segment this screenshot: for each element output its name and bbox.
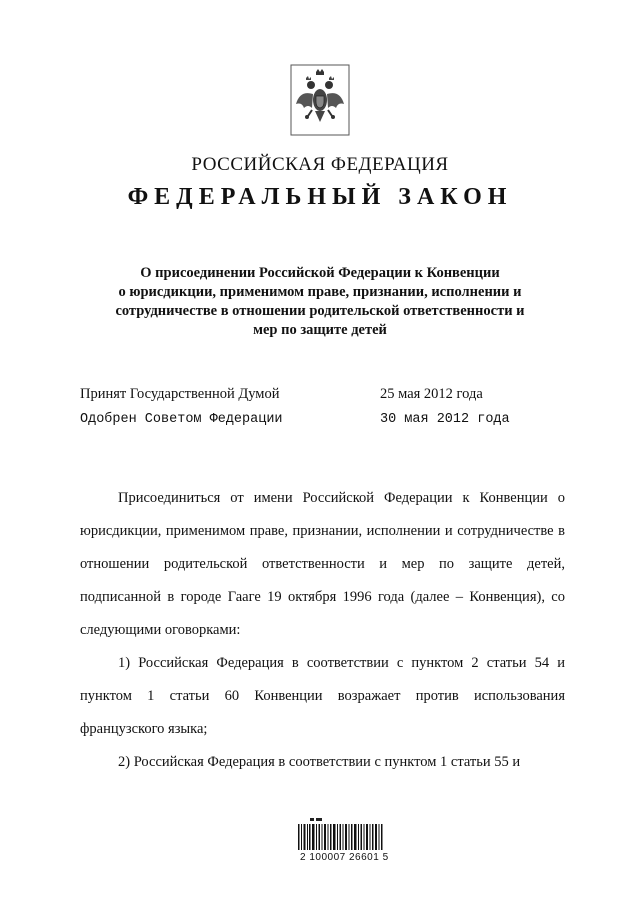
body-paragraph: 1) Российская Федерация в соответствии с пунктом 2 статьи 54 и пунктом 1 статьи 60 Конвенции возражает против использования французского языка;	[80, 655, 565, 737]
law-body	[80, 482, 565, 779]
body-paragraph: 2) Российская Федерация в соответствии с пунктом 1 статьи 55 и	[118, 754, 521, 770]
double-headed-eagle-emblem-icon	[290, 64, 350, 136]
body-paragraph: Присоединиться от имени Российской Федерации к Конвенции о юрисдикции, применимом праве, признании, исполнении и сотрудничестве в отношении родительской ответственности и мер по защите детей, подписанной в городе Гааге 19 октября 1996 года (далее – Конвенция), со следующими оговорками:	[80, 490, 565, 638]
law-title-line: о юрисдикции, применимом праве, признании, исполнении и	[118, 284, 522, 300]
law-title-line: О присоединении Российской Федерации к Конвенции	[140, 265, 500, 281]
law-title-line: сотрудничестве в отношении родительской ответственности и	[115, 303, 525, 319]
law-title	[96, 264, 544, 340]
adoption-label: Принят Государственной Думой	[80, 386, 280, 402]
country-name: РОССИЙСКАЯ ФЕДЕРАЦИЯ	[191, 154, 449, 175]
adoption-date: 25 мая 2012 года	[380, 386, 483, 402]
adoption-date: 30 мая 2012 года	[380, 412, 510, 427]
barcode-number: 2 100007 26601 5	[300, 852, 389, 863]
adoption-label: Одобрен Советом Федерации	[80, 412, 283, 427]
law-title-line: мер по защите детей	[253, 322, 387, 338]
document-type: ФЕДЕРАЛЬНЫЙ ЗАКОН	[127, 184, 513, 210]
